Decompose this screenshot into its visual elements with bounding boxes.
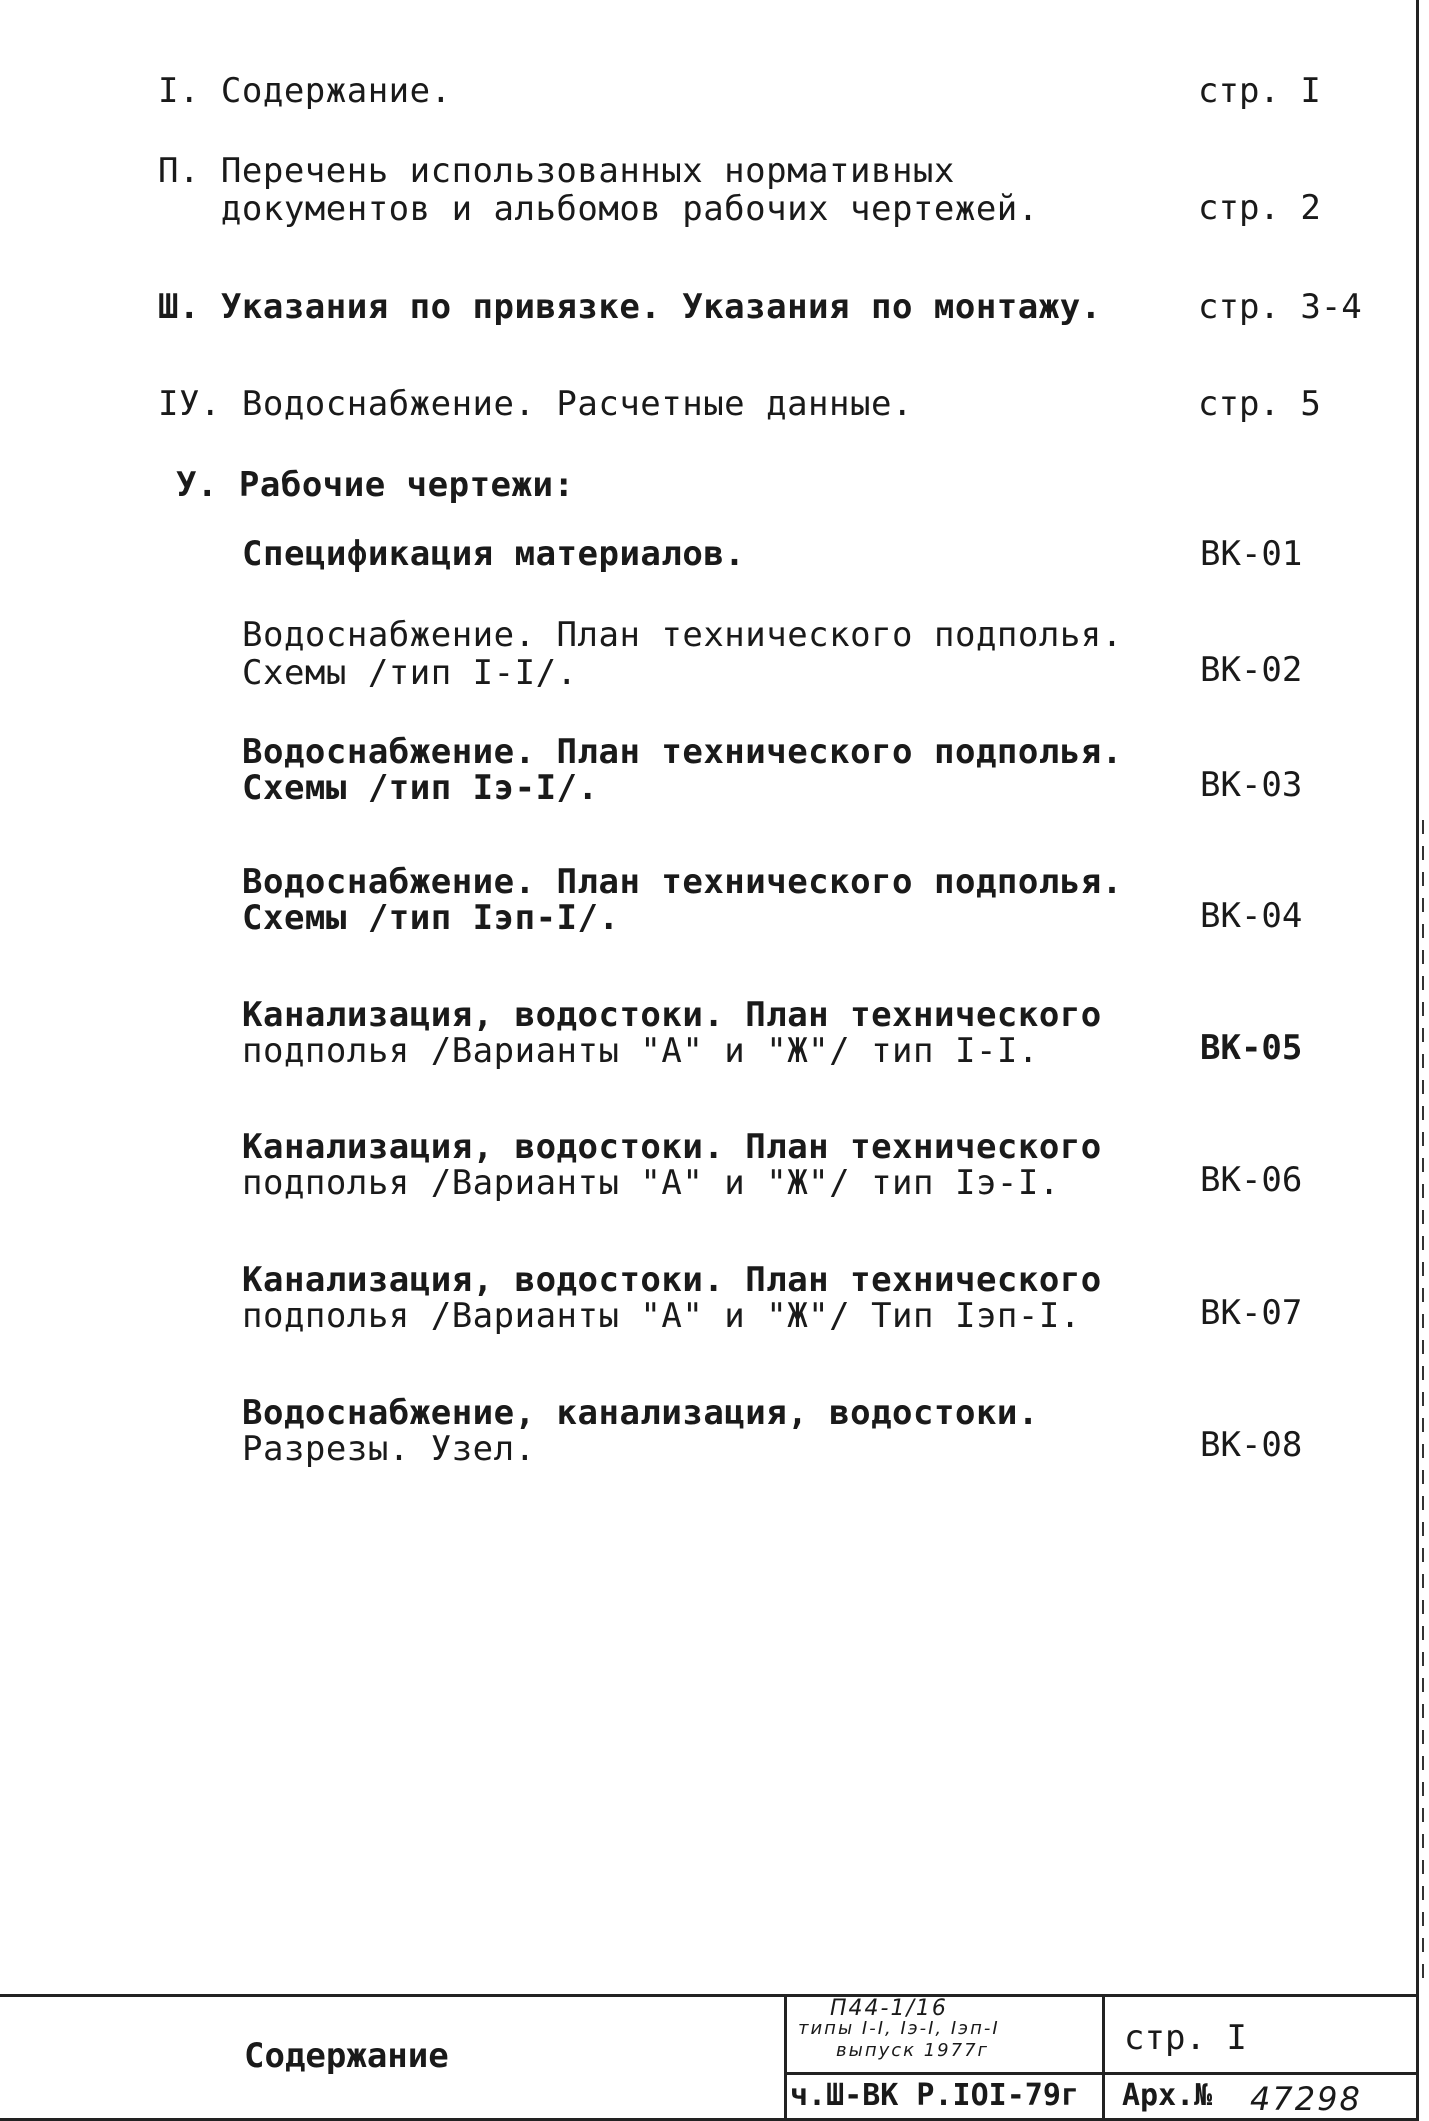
page-border <box>1416 0 1419 2121</box>
toc-item-3-page: стр. 3-4 <box>1198 287 1362 327</box>
drawing-2-code: ВК-02 <box>1200 650 1303 690</box>
stamp-middle-line <box>784 2072 1416 2075</box>
drawing-8-line-1: Водоснабжение, канализация, водостоки. <box>242 1393 1039 1433</box>
drawing-1-code: ВК-01 <box>1200 534 1303 574</box>
drawing-6-line-1: Канализация, водостоки. План технического <box>242 1127 1102 1167</box>
drawing-3-line-1: Водоснабжение. План технического подполья. <box>242 732 1123 772</box>
stamp-title: Содержание <box>244 2036 449 2076</box>
toc-item-1-page: стр. I <box>1198 71 1321 111</box>
drawing-6-code: ВК-06 <box>1200 1160 1303 1200</box>
drawing-7-line-2: подполья /Варианты "А" и "Ж"/ Тип Iэп-I. <box>242 1296 1081 1336</box>
toc-item-4-page: стр. 5 <box>1198 384 1321 424</box>
stamp-archive-label: Арх.№ <box>1122 2078 1213 2113</box>
toc-item-2-line-2: документов и альбомов рабочих чертежей. <box>158 189 1039 229</box>
drawing-7-line-1: Канализация, водостоки. План технического <box>242 1260 1102 1300</box>
stamp-handwritten-line-1: П44-1/16 <box>830 1996 948 2021</box>
drawing-4-line-1: Водоснабжение. План технического подполья. <box>242 862 1123 902</box>
drawing-2-line-2: Схемы /тип I-I/. <box>242 653 578 693</box>
toc-item-2-page: стр. 2 <box>1198 188 1321 228</box>
drawing-8-line-2: Разрезы. Узел. <box>242 1429 536 1469</box>
drawing-5-code: ВК-05 <box>1200 1028 1303 1068</box>
stamp-divider-2 <box>1102 1994 1105 2121</box>
stamp-doc-code: ч.Ш-ВК Р.IОI-79г <box>790 2078 1079 2113</box>
stamp-page: стр. I <box>1124 2018 1247 2058</box>
drawing-2-line-1: Водоснабжение. План технического подполья. <box>242 615 1123 655</box>
toc-item-1-line-1: I. Содержание. <box>158 71 452 111</box>
drawing-4-code: ВК-04 <box>1200 896 1303 936</box>
drawing-4-line-2: Схемы /тип Iэп-I/. <box>242 898 620 938</box>
drawing-3-line-2: Схемы /тип Iэ-I/. <box>242 768 599 808</box>
toc-item-3-line-1: Ш. Указания по привязке. Указания по монтажу. <box>158 287 1102 327</box>
drawing-3-code: ВК-03 <box>1200 765 1303 805</box>
stamp-handwritten-line-3: выпуск 1977г <box>836 2040 989 2061</box>
drawing-8-code: ВК-08 <box>1200 1425 1303 1465</box>
page-border-dashed <box>1422 820 1424 1990</box>
stamp-archive-number: 47298 <box>1250 2080 1362 2118</box>
title-block <box>0 1994 1416 2121</box>
stamp-handwritten-line-2: типы I-I, Iэ-I, Iэп-I <box>798 2018 1000 2039</box>
section-working-drawings-title: У. Рабочие чертежи: <box>176 465 575 505</box>
drawing-6-line-2: подполья /Варианты "А" и "Ж"/ тип Iэ-I. <box>242 1163 1060 1203</box>
toc-item-4-line-1: IУ. Водоснабжение. Расчетные данные. <box>158 384 913 424</box>
toc-item-2-line-1: П. Перечень использованных нормативных <box>158 151 955 191</box>
drawing-7-code: ВК-07 <box>1200 1293 1303 1333</box>
drawing-5-line-2: подполья /Варианты "А" и "Ж"/ тип I-I. <box>242 1031 1039 1071</box>
stamp-top-border <box>0 1994 1416 1997</box>
stamp-divider-1 <box>784 1994 787 2121</box>
drawing-1-line-1: Спецификация материалов. <box>242 534 746 574</box>
drawing-5-line-1: Канализация, водостоки. План технического <box>242 995 1102 1035</box>
